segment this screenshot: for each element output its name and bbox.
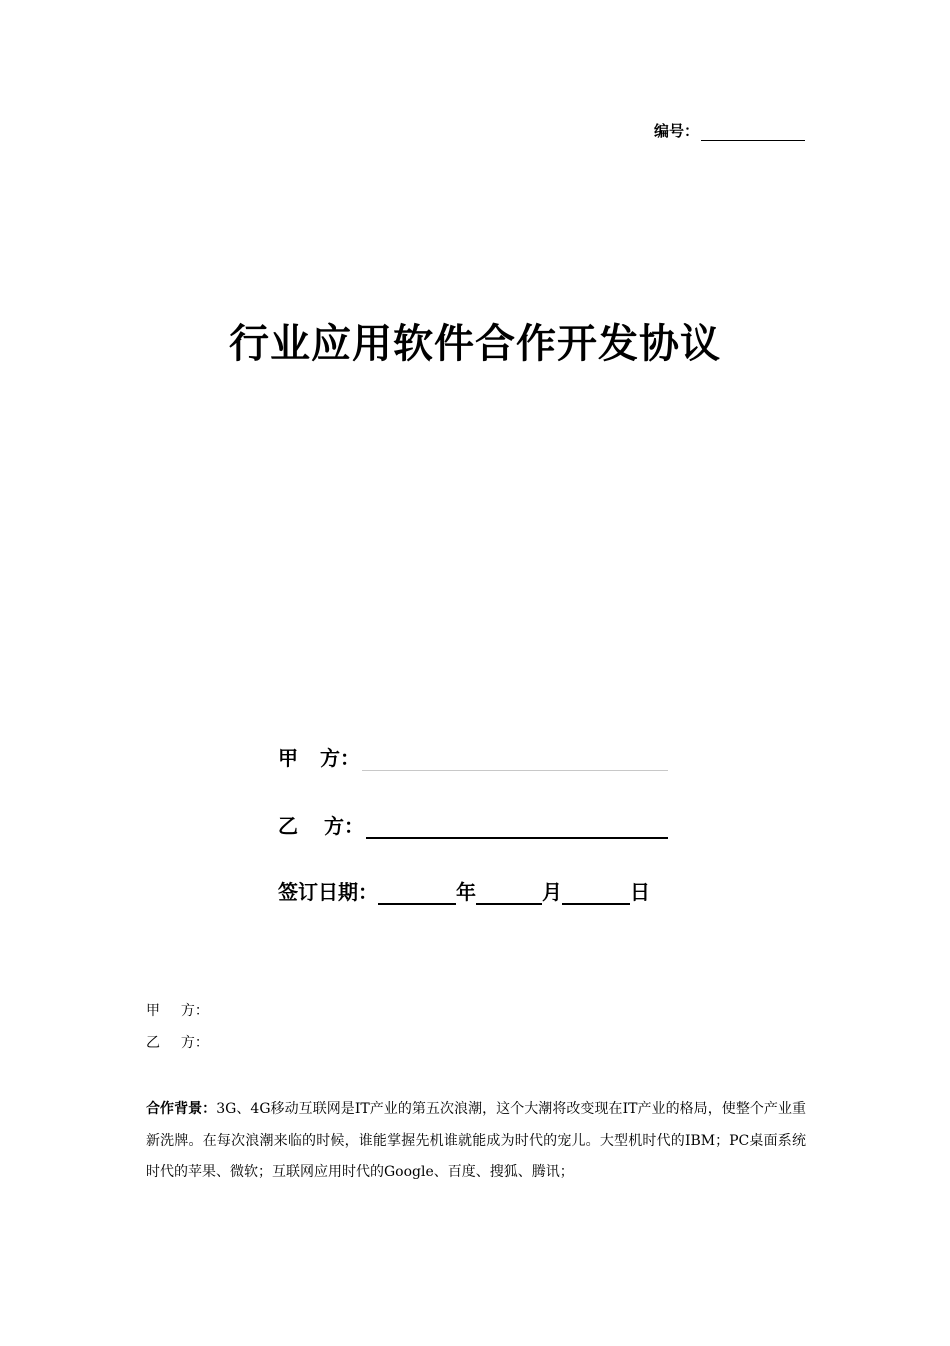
body-party-a-label-2: 方： — [180, 1003, 209, 1019]
body-party-b-label-1: 乙 — [146, 1035, 160, 1051]
cover-party-b — [278, 810, 668, 839]
cover-party-a-label-1: 甲 — [278, 746, 298, 770]
cooperation-background-label: 合作背景： — [146, 1101, 217, 1117]
sign-date-month-label: 月 — [542, 880, 562, 904]
document-number — [654, 120, 805, 141]
cover-party-b-label-1: 乙 — [278, 814, 298, 838]
sign-date-day-label: 日 — [630, 880, 650, 904]
document-title: 行业应用软件合作开发协议 — [229, 321, 721, 367]
cover-party-b-blank — [366, 815, 668, 839]
sign-date-day-blank — [562, 881, 630, 905]
sign-date-label: 签订日期： — [278, 880, 378, 904]
sign-date-month-blank — [476, 881, 542, 905]
cooperation-background — [146, 1094, 806, 1189]
cover-sign-date — [278, 876, 650, 905]
cooperation-background-text: 3G、4G移动互联网是IT产业的第五次浪潮，这个大潮将改变现在IT产业的格局，使整个产业重新洗牌。在每次浪潮来临的时候，谁能掌握先机谁就能成为时代的宠儿。大型机时代的IBM；PC桌面系统时代的苹果、微软；互联网应用时代的Google、百度、搜狐、腾讯； — [146, 1101, 806, 1180]
document-number-label: 编号： — [653, 122, 699, 140]
cover-party-a — [278, 742, 668, 771]
body-party-a-label-1: 甲 — [146, 1003, 160, 1019]
sign-date-year-blank — [378, 881, 456, 905]
sign-date-year-label: 年 — [456, 880, 476, 904]
document-number-blank — [701, 124, 805, 141]
cover-party-a-blank — [362, 748, 668, 771]
body-party-b — [146, 1032, 209, 1052]
cover-party-a-label-2: 方： — [320, 746, 360, 770]
cover-party-b-label-2: 方： — [324, 814, 364, 838]
body-party-a — [146, 1000, 209, 1020]
body-party-b-label-2: 方： — [180, 1035, 209, 1051]
